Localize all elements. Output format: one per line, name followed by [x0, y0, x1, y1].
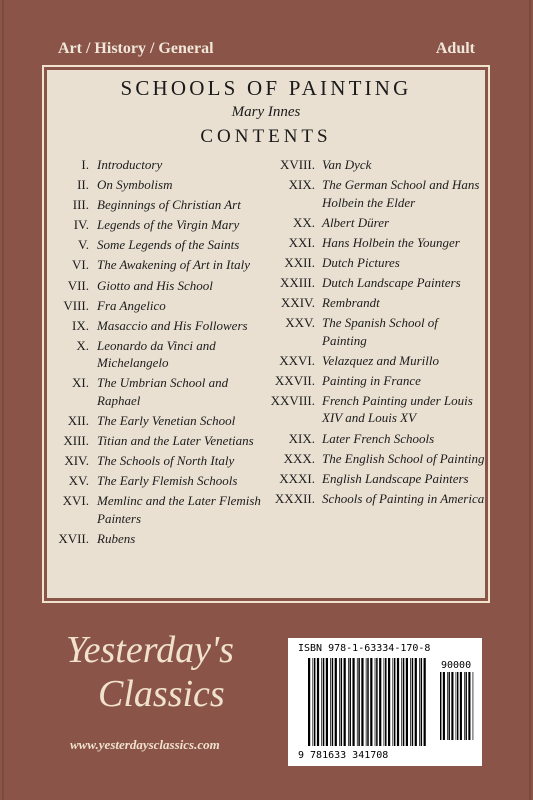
- barcode-bar: [410, 658, 411, 746]
- toc-entry-number: XX.: [292, 214, 315, 230]
- toc-entry-number: II.: [77, 177, 89, 193]
- toc-entry: [267, 450, 485, 468]
- toc-entry-title: The Schools of North Italy: [97, 453, 235, 469]
- toc-entry: [47, 256, 267, 274]
- toc-entry-number: III.: [72, 197, 89, 213]
- publisher-url: www.yesterdaysclassics.com: [70, 737, 220, 752]
- barcode-bar: [421, 658, 422, 746]
- toc-entry: [267, 274, 485, 292]
- toc-entry-title: Van Dyck: [322, 157, 372, 172]
- barcode-bar: [468, 672, 470, 740]
- toc-entry-title: On Symbolism: [97, 177, 173, 193]
- toc-entry-title: Albert Dürer: [322, 214, 390, 230]
- barcode-bar: [388, 658, 390, 746]
- toc-entry: [267, 372, 485, 390]
- barcode-bar: [379, 658, 381, 746]
- toc-entry-title: Legends of the Virgin Mary: [97, 217, 240, 233]
- toc-entry-title: Schools of Painting in America: [322, 490, 485, 506]
- toc-entry: [47, 412, 267, 430]
- toc-entry: [47, 277, 267, 295]
- toc-entry-number: VII.: [67, 277, 89, 293]
- barcode-bar: [317, 658, 319, 746]
- author-name: Mary Innes: [231, 104, 301, 120]
- toc-entry: [47, 492, 267, 527]
- barcode-bar: [384, 658, 385, 746]
- toc-entry-title: Fra Angelico: [97, 297, 166, 313]
- toc-entry-title: The Early Flemish Schools: [97, 473, 238, 489]
- toc-entry: [47, 432, 267, 450]
- toc-entry-number: XXXII.: [274, 490, 315, 506]
- barcode-bar: [349, 658, 350, 746]
- barcode-bar: [308, 658, 310, 746]
- right-edge-strip: [529, 0, 531, 800]
- barcode-bar: [361, 658, 363, 746]
- toc-entry-title: Hans Holbein the Younger: [322, 234, 460, 250]
- barcode-bar: [473, 672, 474, 740]
- toc-entry-number: XII.: [67, 413, 89, 429]
- barcode-bar: [321, 658, 322, 746]
- barcode-bar: [357, 658, 358, 746]
- toc-entry-title: The Awakening of Art in Italy: [97, 257, 250, 273]
- publisher-logo-line1: Yesterday's: [66, 629, 234, 671]
- toc-entry-title: Beginnings of Christian Art: [97, 197, 241, 213]
- barcode-bar: [326, 658, 328, 746]
- barcode-bar: [392, 658, 393, 746]
- toc-entry-number: XXVIII.: [270, 392, 315, 408]
- barcode-bar: [456, 672, 457, 740]
- contents-heading: CONTENTS: [200, 126, 332, 147]
- toc-entry-number: XVIII.: [279, 157, 315, 172]
- barcode-bar: [457, 672, 458, 740]
- toc-entry: [47, 156, 267, 174]
- barcode-bar: [466, 672, 467, 740]
- book-title: SCHOOLS OF PAINTING: [120, 76, 412, 100]
- barcode-bar: [385, 658, 386, 746]
- toc-entry-number: VIII.: [63, 297, 89, 313]
- toc-entry-title: Painting in France: [322, 372, 421, 388]
- barcode-bar: [415, 658, 417, 746]
- barcode-bar: [366, 658, 367, 746]
- barcode-panel: [288, 638, 482, 766]
- barcode-bar: [348, 658, 349, 746]
- barcode-bar: [447, 672, 448, 740]
- toc-entry: [47, 236, 267, 254]
- barcode-bar: [323, 658, 324, 746]
- toc-entry: [47, 196, 267, 214]
- toc-entry: [267, 156, 485, 174]
- toc-entry-number: XI.: [72, 375, 89, 391]
- isbn-text: ISBN 978-1-63334-170-8: [298, 643, 431, 654]
- barcode-bar: [443, 672, 445, 740]
- toc-entry-number: XXXI.: [279, 470, 315, 486]
- toc-entry-number: XXX.: [283, 450, 315, 466]
- toc-entry-number: XVI.: [62, 493, 89, 509]
- toc-entry-title: Dutch Pictures: [322, 254, 400, 270]
- toc-entry: [267, 294, 485, 312]
- barcode-bar: [344, 658, 346, 746]
- toc-entry-number: XIV.: [64, 453, 89, 469]
- toc-entry-number: XVII.: [58, 531, 89, 546]
- barcode-bar: [406, 658, 408, 746]
- toc-entry: [267, 352, 485, 370]
- toc-entry: [267, 176, 485, 211]
- barcode-bar: [367, 658, 368, 746]
- toc-entry-number: XV.: [68, 473, 89, 489]
- barcode-bar: [397, 658, 399, 746]
- toc-entry-number: XXII.: [284, 254, 315, 270]
- toc-entry: [47, 530, 267, 548]
- barcode-bar: [440, 672, 441, 740]
- barcode-bar: [419, 658, 420, 746]
- toc-entry-title: The Umbrian School and Raphael: [97, 375, 229, 408]
- barcode-digits: 9 781633 341708: [298, 750, 389, 761]
- toc-entry-title: The Early Venetian School: [97, 413, 236, 429]
- toc-entry-title: Giotto and His School: [97, 277, 213, 293]
- toc-entry-title: Titian and the Later Venetians: [97, 433, 254, 449]
- toc-entry-number: X.: [76, 337, 89, 353]
- toc-entry-title: The Spanish School of Painting: [322, 315, 438, 348]
- toc-entry-number: V.: [78, 237, 89, 253]
- toc-entry-title: Leonardo da Vinci and Michelangelo: [97, 337, 216, 371]
- toc-entry-title: Masaccio and His Followers: [97, 317, 248, 333]
- toc-entry-number: XXIV.: [280, 295, 315, 311]
- toc-entry-number: XIX.: [288, 430, 315, 446]
- barcode-bar: [358, 658, 359, 746]
- toc-entry-number: XXI.: [288, 234, 315, 250]
- barcode-bar: [370, 658, 372, 746]
- left-edge-strip: [2, 0, 4, 800]
- toc-entry-title: Introductory: [97, 157, 163, 172]
- toc-entry: [47, 374, 267, 409]
- barcode-bar: [403, 658, 404, 746]
- toc-entry-title: English Landscape Painters: [322, 470, 469, 486]
- toc-entry: [47, 176, 267, 194]
- header-bar: [58, 40, 475, 60]
- category-label: Art / History / General: [58, 40, 214, 57]
- toc-entry: [47, 337, 267, 372]
- barcode-bar: [401, 658, 402, 746]
- barcode-bar: [312, 658, 313, 746]
- barcode-bar: [352, 658, 354, 746]
- toc-entry: [47, 452, 267, 470]
- barcode-bar: [341, 658, 342, 746]
- toc-entry: [267, 234, 485, 252]
- toc-entry-title: Later French Schools: [322, 430, 435, 446]
- toc-entry-number: XIX.: [288, 177, 315, 193]
- barcode-bar: [464, 672, 465, 740]
- toc-left-column: [47, 156, 267, 550]
- toc-entry-title: Dutch Landscape Painters: [322, 274, 461, 290]
- toc-right-column: [267, 156, 485, 510]
- toc-entry: [47, 317, 267, 335]
- barcode-bar: [335, 658, 337, 746]
- barcode-bar: [394, 658, 395, 746]
- toc-entry-title: Some Legends of the Saints: [97, 237, 240, 253]
- toc-entry: [267, 430, 485, 448]
- addon-barcode-bars: [440, 672, 474, 740]
- contents-panel: [47, 70, 485, 598]
- barcode-bar: [375, 658, 376, 746]
- barcode-bar: [449, 672, 450, 740]
- barcode-bar: [314, 658, 315, 746]
- toc-entry-number: IV.: [73, 217, 89, 233]
- toc-entry-number: I.: [81, 157, 89, 172]
- barcode-bar: [339, 658, 340, 746]
- toc-entry-number: XXVI.: [279, 352, 315, 368]
- toc-entry: [267, 314, 485, 349]
- barcode-bars: [308, 658, 428, 746]
- toc-entry: [267, 254, 485, 272]
- barcode-bar: [424, 658, 426, 746]
- barcode-bar: [332, 658, 333, 746]
- toc-entry-title: The English School of Painting: [322, 450, 485, 466]
- toc-entry-title: French Painting under Louis XIV and Louis XV: [322, 392, 473, 426]
- toc-entry: [267, 470, 485, 488]
- barcode-bar: [376, 658, 377, 746]
- toc-entry-number: XXIII.: [279, 274, 315, 290]
- toc-entry-title: Rembrandt: [322, 295, 380, 311]
- toc-entry-title: Memlinc and the Later Flemish Painters: [97, 493, 261, 526]
- toc-entry: [47, 297, 267, 315]
- toc-entry-title: Rubens: [97, 531, 136, 546]
- publisher-logo-line2: Classics: [98, 673, 225, 715]
- toc-entry-number: IX.: [72, 317, 89, 333]
- barcode-bar: [451, 672, 453, 740]
- toc-entry: [267, 490, 485, 508]
- toc-entry-title: The German School and Hans Holbein the Elder: [322, 177, 480, 210]
- toc-entry-number: XIII.: [63, 433, 89, 449]
- barcode-bar: [330, 658, 331, 746]
- audience-label: Adult: [435, 40, 475, 57]
- toc-entry: [47, 216, 267, 234]
- toc-entry: [267, 392, 485, 427]
- barcode-bar: [412, 658, 413, 746]
- toc-entry: [47, 472, 267, 490]
- toc-entry-number: VI.: [72, 257, 89, 273]
- addon-number: 90000: [441, 660, 472, 671]
- toc-entry-number: XXV.: [285, 315, 315, 331]
- toc-entry: [267, 214, 485, 232]
- toc-entry-number: XXVII.: [274, 372, 315, 388]
- barcode-bar: [460, 672, 462, 740]
- toc-entry-title: Velazquez and Murillo: [322, 352, 439, 368]
